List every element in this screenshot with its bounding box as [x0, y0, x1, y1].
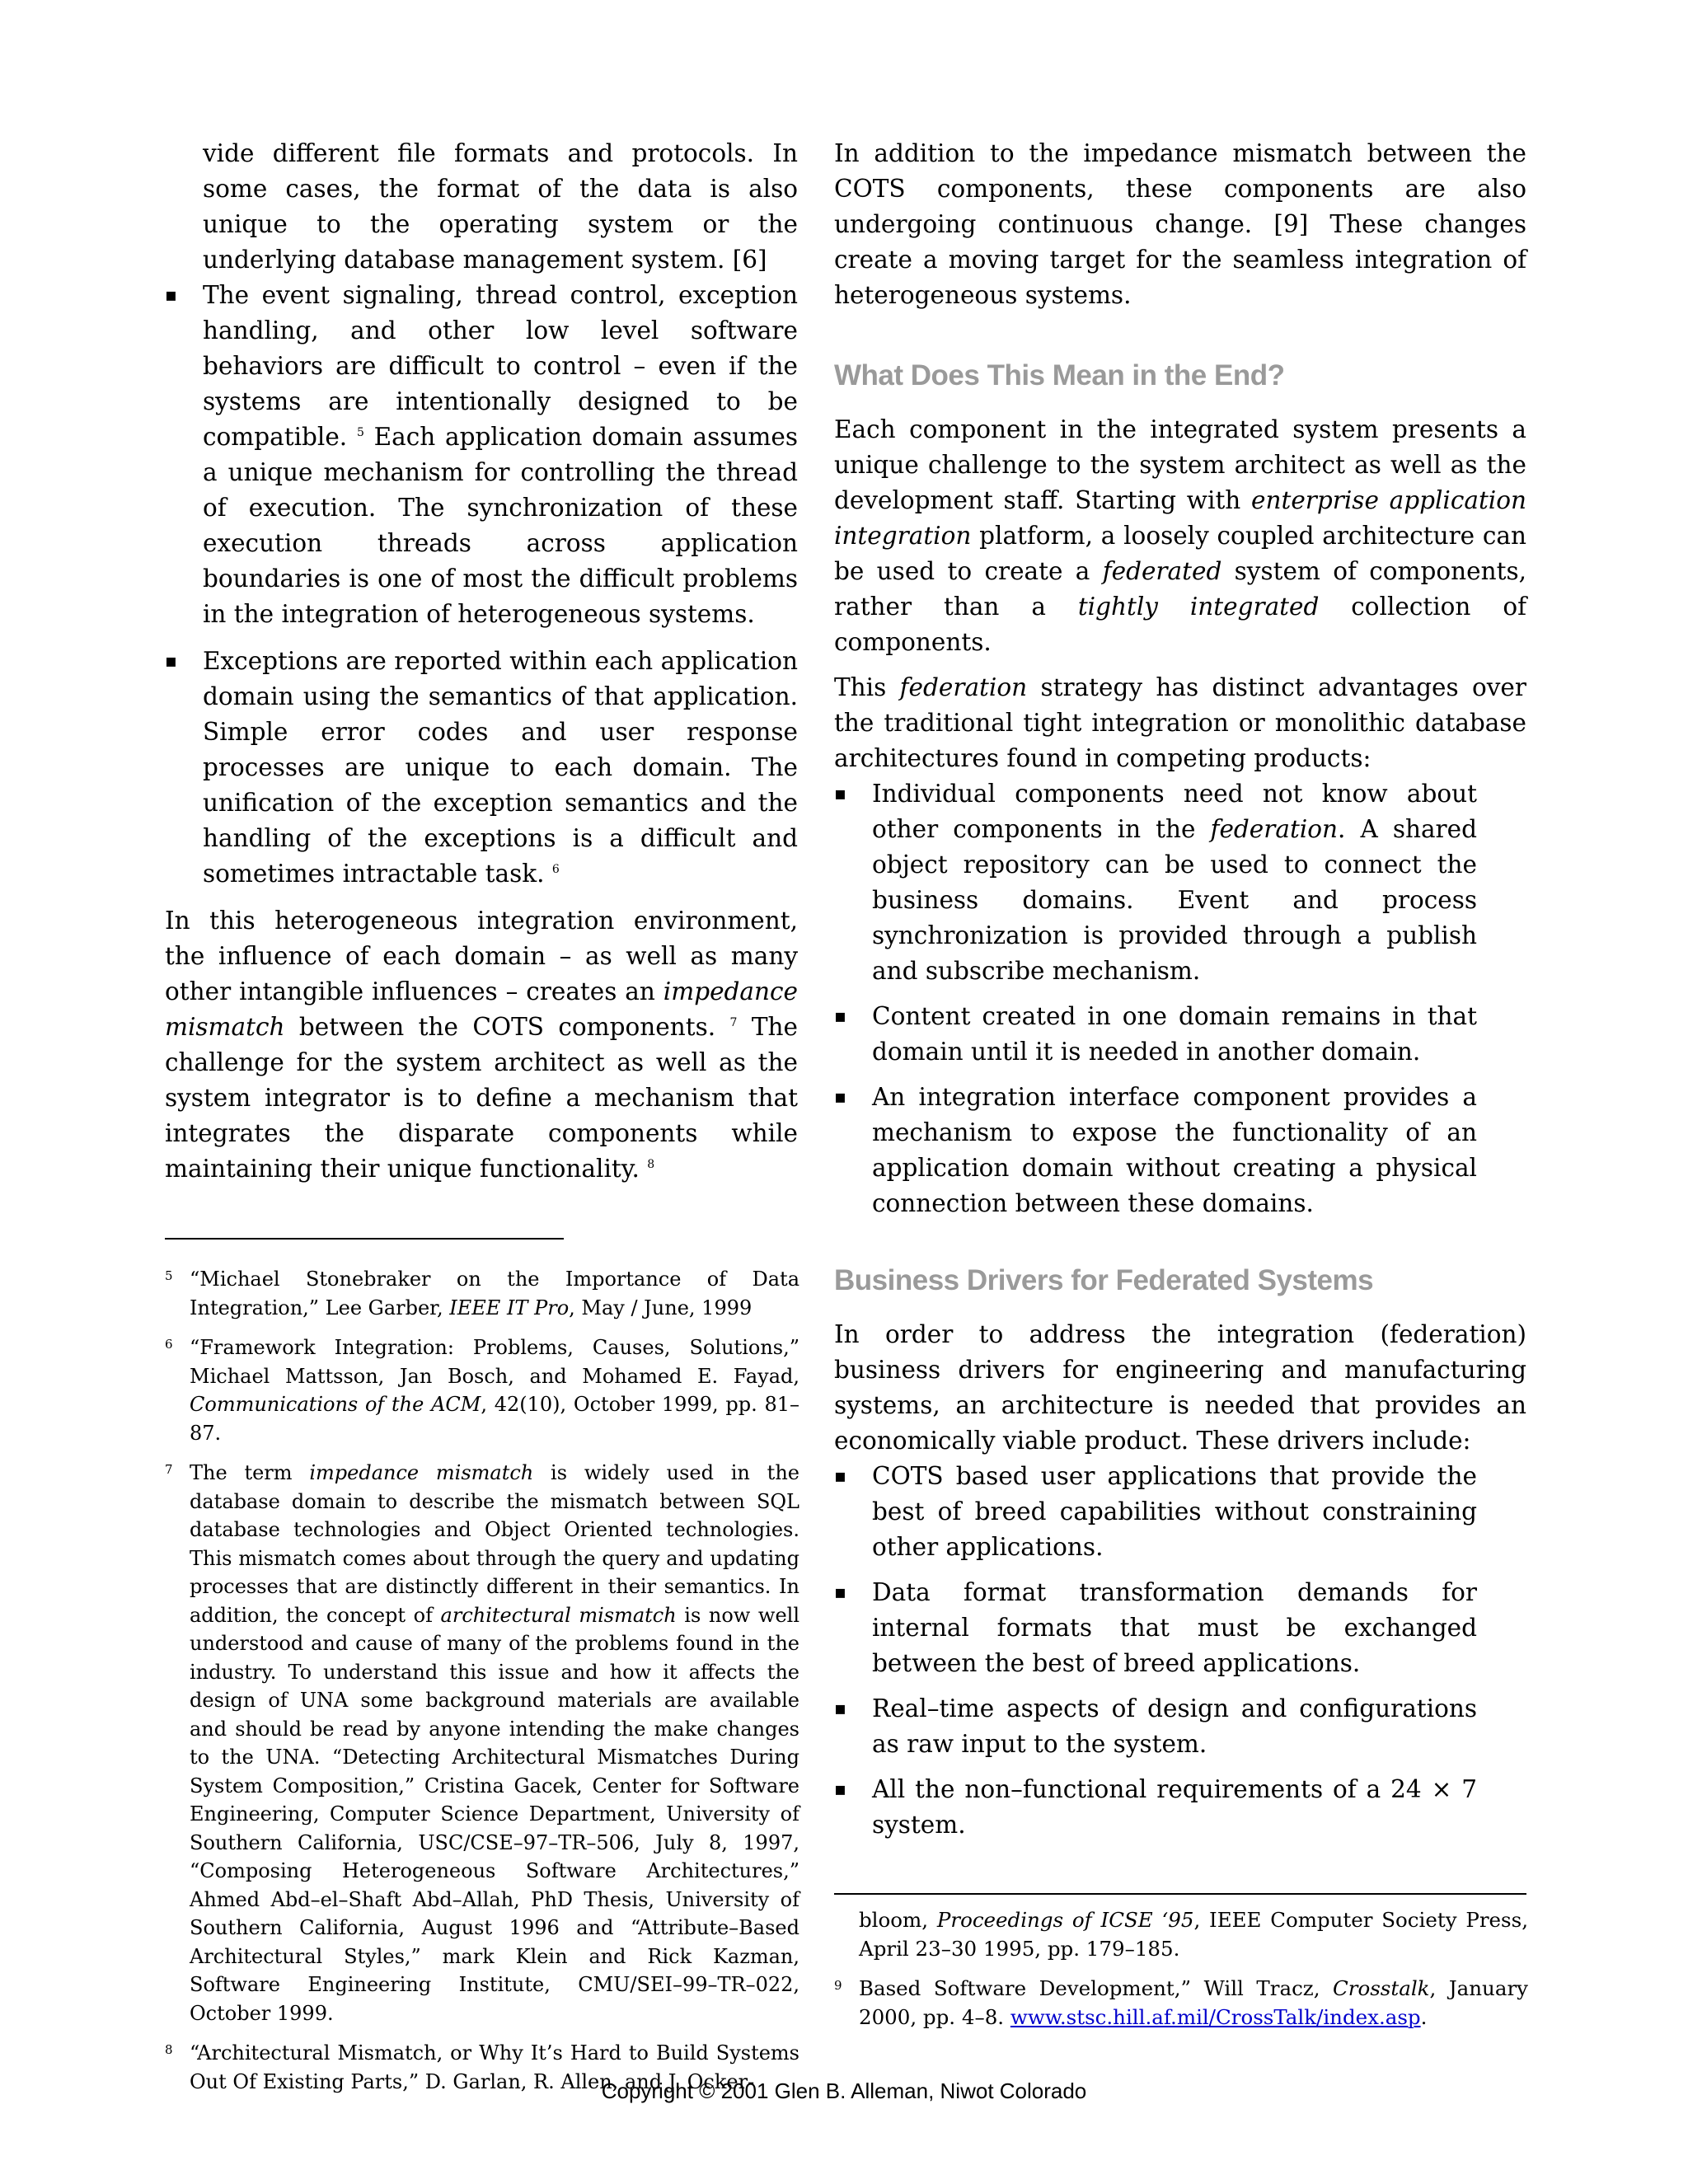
footnote-9: 9 Based Software Development,” Will Tracz, Crosstalk, January 2000, pp. 4–8. www.stsc.hill.af.mil/CrossTalk/index.asp.: [834, 1976, 1528, 2029]
bullet-exceptions: ▪ Exceptions are reported within each application domain using the semantics of that application. Simple error codes and user response processes are unique to each domain. The unification of the exception semantics and the handling of the exceptions is a difficult and sometimes intractable task. $^6$: [165, 644, 798, 892]
bullet-integration-interface: ▪ An integration interface component provides a mechanism to expose the functionality of an application domain without creating a physical connection between these domains.: [834, 1080, 1477, 1221]
left-footnotes: [165, 1265, 799, 2096]
footnote-8-continued: bloom, Proceedings of ICSE ‘95, IEEE Computer Society Press, April 23–30 1995, pp. 179–185.: [859, 1908, 1528, 1961]
left-column: [165, 136, 798, 1187]
federation-bullet-list: [834, 776, 1477, 1221]
footnote-6: 6 “Framework Integration: Problems, Causes, Solutions,” Michael Mattsson, Jan Bosch, and Mohamed E. Fayad, Communications of the ACM, 42(10), October 1999, pp. 81–87.: [165, 1336, 799, 1445]
drivers-bullet-list: [834, 1459, 1477, 1843]
footnote-5: 5 “Michael Stonebraker on the Importance of Data Integration,” Lee Garber, IEEE IT Pro, May / June, 1999: [165, 1268, 799, 1319]
section-heading-business-drivers: Business Drivers for Federated Systems: [834, 1264, 1374, 1296]
section-heading-meaning: What Does This Mean in the End?: [834, 359, 1285, 391]
footnote-divider: [165, 1238, 564, 1240]
bullet-non-functional: ▪ All the non–functional requirements of a 24 × 7 system.: [834, 1772, 1477, 1843]
footnote-8: 8 “Architectural Mismatch, or Why It’s Hard to Build Systems Out Of Existing Parts,” D. Garlan, R. Allen, and J. Ocker-: [165, 2041, 799, 2093]
left-bullet-list: [165, 278, 798, 892]
impedance-paragraph: In this heterogeneous integration environment, the influence of each domain – as well as many other intangible influences – creates an impedance mismatch between the COTS components. $^7$ The challenge for the system architect as well as the system integrator is to define a mechanism that integrates the disparate components while maintaining their unique functionality. $^8$: [165, 907, 798, 1183]
footnote-ref: 6: [551, 863, 560, 877]
bullet-content-created: ▪ Content created in one domain remains in that domain until it is needed in another domain.: [834, 999, 1477, 1070]
continued-bullet-text: vide different file formats and protocols. In some cases, the format of the data is also unique to the operating system or the underlying database management system. [6]: [203, 139, 798, 274]
component-paragraph: Each component in the integrated system presents a unique challenge to the system architect as well as the development staff. Starting with enterprise application integration platform, a loosely coupled architecture can be used to create a federated system of components, rather than a tightly integrated collection of components.: [834, 415, 1527, 656]
bullet-event-signaling: ▪ The event signaling, thread control, exception handling, and other low level software behaviors are difficult to control – even if the systems are intentionally designed to be compatible. $^5$ Each application domain assumes a unique mechanism for controlling the thread of execution. The synchronization of these execution threads across application boundaries is one of most the difficult problems in the integration of heterogeneous systems.: [165, 278, 798, 632]
bullet-data-format: ▪ Data format transformation demands for internal formats that must be exchanged between the best of breed applications.: [834, 1575, 1477, 1681]
bullet-cots-apps: ▪ COTS based user applications that provide the best of breed capabilities without constraining other applications.: [834, 1459, 1477, 1565]
bullet-real-time: ▪ Real–time aspects of design and configurations as raw input to the system.: [834, 1691, 1477, 1762]
footnote-ref: 7: [729, 1016, 738, 1030]
right-footnotes: [834, 1906, 1528, 2032]
footnote-7: 7 The term impedance mismatch is widely used in the database domain to describe the mismatch between SQL database technologies and Object Oriented technologies. This mismatch comes about through the query and updating processes that are distinctly different in their semantics. In addition, the concept of architectural mismatch is now well understood and cause of many of the problems found in the industry. To understand this issue and how it affects the design of UNA some background materials are available and should be read by anyone intending the make changes to the UNA. “Detecting Architectural Mismatches During System Composition,” Cristina Gacek, Center for Software Engineering, Computer Science Department, University of Southern California, USC/CSE–97–TR–506, July 8, 1997, “Composing Heterogeneous Software Architectures,” Ahmed Abd–el–Shaft Abd–Allah, PhD Thesis, University of Southern California, August 1996 and “Attribute–Based Architectural Styles,” mark Klein and Rick Kazman, Software Engineering Institute, CMU/SEI–99–TR–022, October 1999.: [165, 1461, 799, 2025]
page-footer: Copyright © 2001 Glen B. Alleman, Niwot Colorado: [601, 2079, 1087, 2103]
drivers-paragraph: In order to address the integration (federation) business drivers for engineering and manufacturing systems, an architecture is needed that provides an economically viable product. These drivers include:: [834, 1320, 1526, 1455]
footnote-ref: 5: [356, 426, 364, 440]
footnote-ref: 8: [647, 1158, 655, 1172]
impedance-intro-paragraph: In addition to the impedance mismatch between the COTS components, these components are also undergoing continuous change. [9] These changes create a moving target for the seamless integration of heterogeneous systems.: [834, 139, 1526, 309]
federation-paragraph: This federation strategy has distinct advantages over the traditional tight integration or monolithic database architectures found in competing products:: [834, 673, 1526, 772]
crosstalk-link[interactable]: www.stsc.hill.af.mil/CrossTalk/index.asp: [1010, 2004, 1421, 2029]
bullet-individual-components: ▪ Individual components need not know about other components in the federation. A shared object repository can be used to connect the business domains. Event and process synchronization is provided through a publish and subscribe mechanism.: [834, 776, 1477, 989]
right-column: [834, 136, 1526, 1843]
footnote-divider: [834, 1893, 1526, 1895]
